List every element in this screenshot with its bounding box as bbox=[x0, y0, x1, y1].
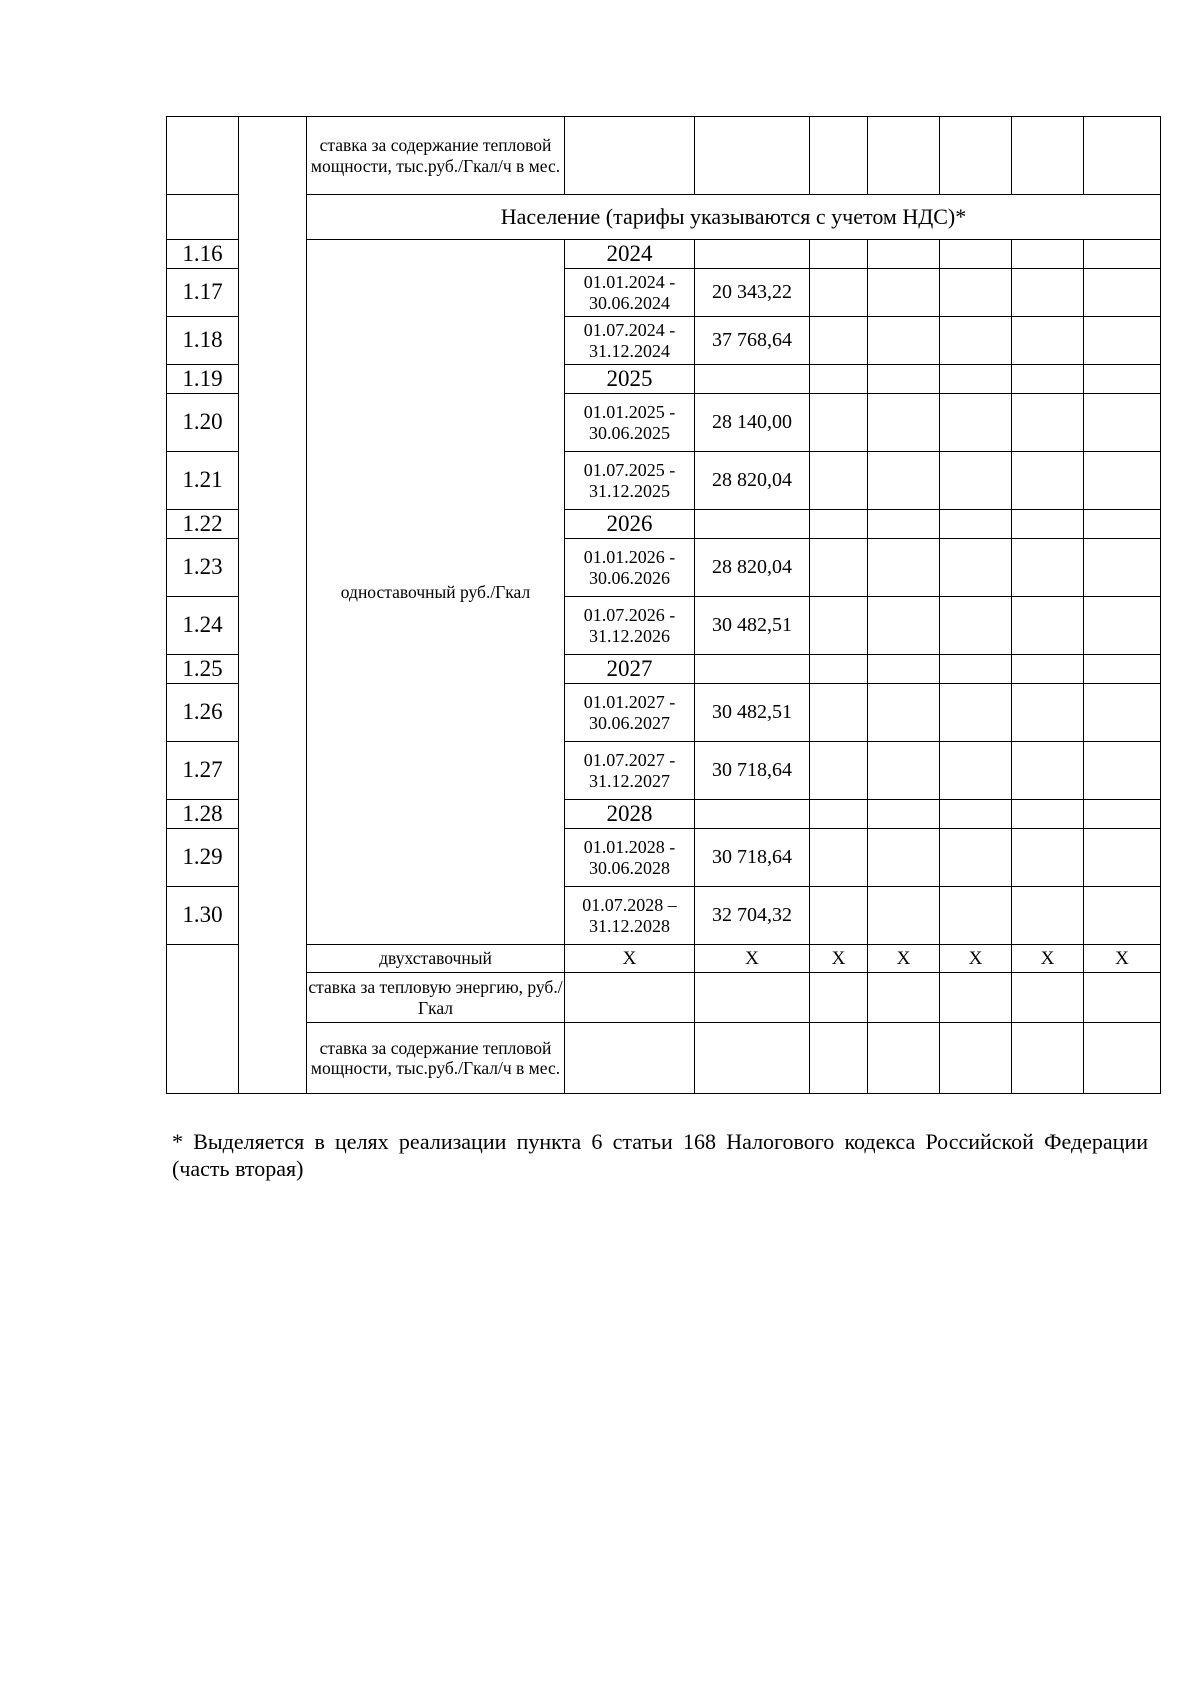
empty-cell bbox=[810, 510, 868, 539]
population-header: Население (тарифы указываются с учетом НДС)* bbox=[307, 195, 1161, 240]
empty-cell bbox=[868, 317, 940, 365]
empty-cell bbox=[868, 365, 940, 394]
empty-cell bbox=[940, 597, 1012, 655]
empty-cell bbox=[940, 1023, 1012, 1094]
empty-cell bbox=[810, 829, 868, 887]
empty-cell bbox=[868, 973, 940, 1023]
empty-cell bbox=[810, 655, 868, 684]
empty-cell bbox=[810, 539, 868, 597]
tariff-value bbox=[695, 240, 810, 269]
empty-cell bbox=[1012, 240, 1084, 269]
empty-cell bbox=[868, 240, 940, 269]
empty-cell bbox=[1084, 539, 1161, 597]
empty-cell bbox=[1012, 394, 1084, 452]
year-cell: 2025 bbox=[565, 365, 695, 394]
single-rate-label: одноставочный руб./Гкал bbox=[307, 240, 565, 945]
row-number: 1.30 bbox=[167, 887, 239, 945]
empty-cell bbox=[868, 800, 940, 829]
year-cell: 2028 bbox=[565, 800, 695, 829]
empty-cell bbox=[810, 1023, 868, 1094]
footnote: * Выделяется в целях реализации пункта 6 статьи 168 Налогового кодекса Российской Федерации (часть вторая) bbox=[172, 1129, 1148, 1181]
empty-cell bbox=[940, 539, 1012, 597]
empty-cell bbox=[1084, 365, 1161, 394]
empty-cell bbox=[1012, 269, 1084, 317]
x-mark: X bbox=[1012, 945, 1084, 973]
tariff-value: 20 343,22 bbox=[695, 269, 810, 317]
empty-cell bbox=[940, 800, 1012, 829]
empty-cell bbox=[810, 973, 868, 1023]
empty-cell bbox=[1084, 510, 1161, 539]
empty-cell bbox=[1084, 452, 1161, 510]
empty-cell bbox=[868, 269, 940, 317]
empty-cell bbox=[1012, 742, 1084, 800]
x-mark: X bbox=[1084, 945, 1161, 973]
empty-cell bbox=[810, 452, 868, 510]
empty-cell bbox=[695, 973, 810, 1023]
empty-cell bbox=[810, 684, 868, 742]
tariff-value bbox=[695, 655, 810, 684]
period-cell: 01.01.2025 - 30.06.2025 bbox=[565, 394, 695, 452]
empty-cell bbox=[1012, 365, 1084, 394]
empty-cell bbox=[1084, 887, 1161, 945]
row-number: 1.27 bbox=[167, 742, 239, 800]
empty-cell bbox=[810, 394, 868, 452]
x-mark: X bbox=[810, 945, 868, 973]
empty-cell bbox=[940, 655, 1012, 684]
empty-cell bbox=[940, 684, 1012, 742]
empty-cell bbox=[1012, 597, 1084, 655]
row-number: 1.28 bbox=[167, 800, 239, 829]
empty-cell bbox=[810, 800, 868, 829]
empty-cell bbox=[1084, 829, 1161, 887]
empty-cell bbox=[940, 973, 1012, 1023]
row-number: 1.23 bbox=[167, 539, 239, 597]
empty-cell bbox=[940, 829, 1012, 887]
empty-cell bbox=[1084, 800, 1161, 829]
tariff-value: 32 704,32 bbox=[695, 887, 810, 945]
empty-cell bbox=[1084, 742, 1161, 800]
empty-cell bbox=[1012, 317, 1084, 365]
year-cell: 2026 bbox=[565, 510, 695, 539]
empty-cell bbox=[167, 195, 239, 240]
empty-cell bbox=[810, 365, 868, 394]
empty-cell bbox=[167, 117, 239, 195]
heat-energy-rate-label: ставка за тепловую энергию, руб./Гкал bbox=[307, 973, 565, 1023]
empty-cell bbox=[868, 655, 940, 684]
tariff-value bbox=[695, 510, 810, 539]
empty-cell bbox=[1012, 800, 1084, 829]
row-number: 1.19 bbox=[167, 365, 239, 394]
empty-cell bbox=[940, 510, 1012, 539]
empty-cell bbox=[868, 539, 940, 597]
tariff-table bbox=[166, 116, 1161, 1094]
empty-cell bbox=[868, 510, 940, 539]
empty-cell bbox=[868, 887, 940, 945]
year-cell: 2027 bbox=[565, 655, 695, 684]
period-cell: 01.07.2026 - 31.12.2026 bbox=[565, 597, 695, 655]
x-mark: X bbox=[695, 945, 810, 973]
empty-cell bbox=[1012, 684, 1084, 742]
tariff-value bbox=[695, 365, 810, 394]
empty-cell bbox=[868, 742, 940, 800]
tariff-value: 30 482,51 bbox=[695, 597, 810, 655]
empty-cell bbox=[1084, 269, 1161, 317]
empty-cell bbox=[810, 887, 868, 945]
tariff-value: 30 718,64 bbox=[695, 742, 810, 800]
empty-cell bbox=[1084, 240, 1161, 269]
empty-cell bbox=[1012, 655, 1084, 684]
row-number: 1.25 bbox=[167, 655, 239, 684]
tariff-value: 28 140,00 bbox=[695, 394, 810, 452]
period-cell: 01.07.2024 - 31.12.2024 bbox=[565, 317, 695, 365]
period-cell: 01.01.2028 - 30.06.2028 bbox=[565, 829, 695, 887]
tariff-value: 30 482,51 bbox=[695, 684, 810, 742]
tariff-value bbox=[695, 800, 810, 829]
empty-cell bbox=[1012, 829, 1084, 887]
empty-cell bbox=[810, 317, 868, 365]
empty-cell bbox=[1084, 684, 1161, 742]
row-number: 1.20 bbox=[167, 394, 239, 452]
period-cell: 01.01.2027 - 30.06.2027 bbox=[565, 684, 695, 742]
empty-cell bbox=[1084, 394, 1161, 452]
empty-cell bbox=[868, 394, 940, 452]
empty-cell bbox=[940, 887, 1012, 945]
period-cell: 01.07.2028 – 31.12.2028 bbox=[565, 887, 695, 945]
tariff-value: 28 820,04 bbox=[695, 452, 810, 510]
row-number: 1.18 bbox=[167, 317, 239, 365]
empty-cell bbox=[940, 240, 1012, 269]
empty-cell bbox=[695, 1023, 810, 1094]
empty-cell bbox=[1012, 887, 1084, 945]
row-number: 1.21 bbox=[167, 452, 239, 510]
row-number: 1.29 bbox=[167, 829, 239, 887]
empty-cell bbox=[940, 452, 1012, 510]
x-mark: X bbox=[565, 945, 695, 973]
x-mark: X bbox=[868, 945, 940, 973]
empty-cell bbox=[1012, 539, 1084, 597]
capacity-rate-label-top: ставка за содержание тепловой мощности, тыс.руб./Гкал/ч в мес. bbox=[307, 117, 565, 195]
empty-cell bbox=[940, 742, 1012, 800]
empty-cell bbox=[565, 973, 695, 1023]
row-number: 1.17 bbox=[167, 269, 239, 317]
empty-cell bbox=[810, 240, 868, 269]
empty-cell bbox=[1012, 452, 1084, 510]
empty-cell bbox=[868, 684, 940, 742]
table-row bbox=[167, 240, 1161, 269]
row-number: 1.16 bbox=[167, 240, 239, 269]
empty-cell bbox=[868, 452, 940, 510]
row-number: 1.22 bbox=[167, 510, 239, 539]
empty-cell bbox=[1084, 317, 1161, 365]
empty-cell bbox=[940, 317, 1012, 365]
two-rate-label: двухставочный bbox=[307, 945, 565, 973]
empty-cell bbox=[940, 365, 1012, 394]
empty-cell bbox=[167, 945, 239, 1094]
year-cell: 2024 bbox=[565, 240, 695, 269]
empty-merged-column bbox=[239, 117, 307, 1094]
empty-cell bbox=[1012, 973, 1084, 1023]
empty-cell bbox=[1012, 1023, 1084, 1094]
empty-cell bbox=[868, 1023, 940, 1094]
period-cell: 01.07.2025 - 31.12.2025 bbox=[565, 452, 695, 510]
empty-cell bbox=[1012, 510, 1084, 539]
empty-cell bbox=[810, 269, 868, 317]
empty-cell bbox=[940, 269, 1012, 317]
empty-cell bbox=[868, 829, 940, 887]
empty-cell bbox=[810, 742, 868, 800]
x-mark: X bbox=[940, 945, 1012, 973]
tariff-value: 30 718,64 bbox=[695, 829, 810, 887]
tariff-value: 28 820,04 bbox=[695, 539, 810, 597]
empty-cell bbox=[565, 1023, 695, 1094]
row-number: 1.24 bbox=[167, 597, 239, 655]
empty-cell bbox=[868, 597, 940, 655]
period-cell: 01.01.2024 - 30.06.2024 bbox=[565, 269, 695, 317]
tariff-value: 37 768,64 bbox=[695, 317, 810, 365]
row-number: 1.26 bbox=[167, 684, 239, 742]
period-cell: 01.01.2026 - 30.06.2026 bbox=[565, 539, 695, 597]
period-cell: 01.07.2027 - 31.12.2027 bbox=[565, 742, 695, 800]
empty-cell bbox=[1084, 1023, 1161, 1094]
empty-cell bbox=[940, 394, 1012, 452]
empty-cell bbox=[810, 597, 868, 655]
capacity-rate-label: ставка за содержание тепловой мощности, тыс.руб./Гкал/ч в мес. bbox=[307, 1023, 565, 1094]
empty-cell bbox=[1084, 973, 1161, 1023]
empty-cell bbox=[1084, 597, 1161, 655]
empty-cell bbox=[1084, 655, 1161, 684]
